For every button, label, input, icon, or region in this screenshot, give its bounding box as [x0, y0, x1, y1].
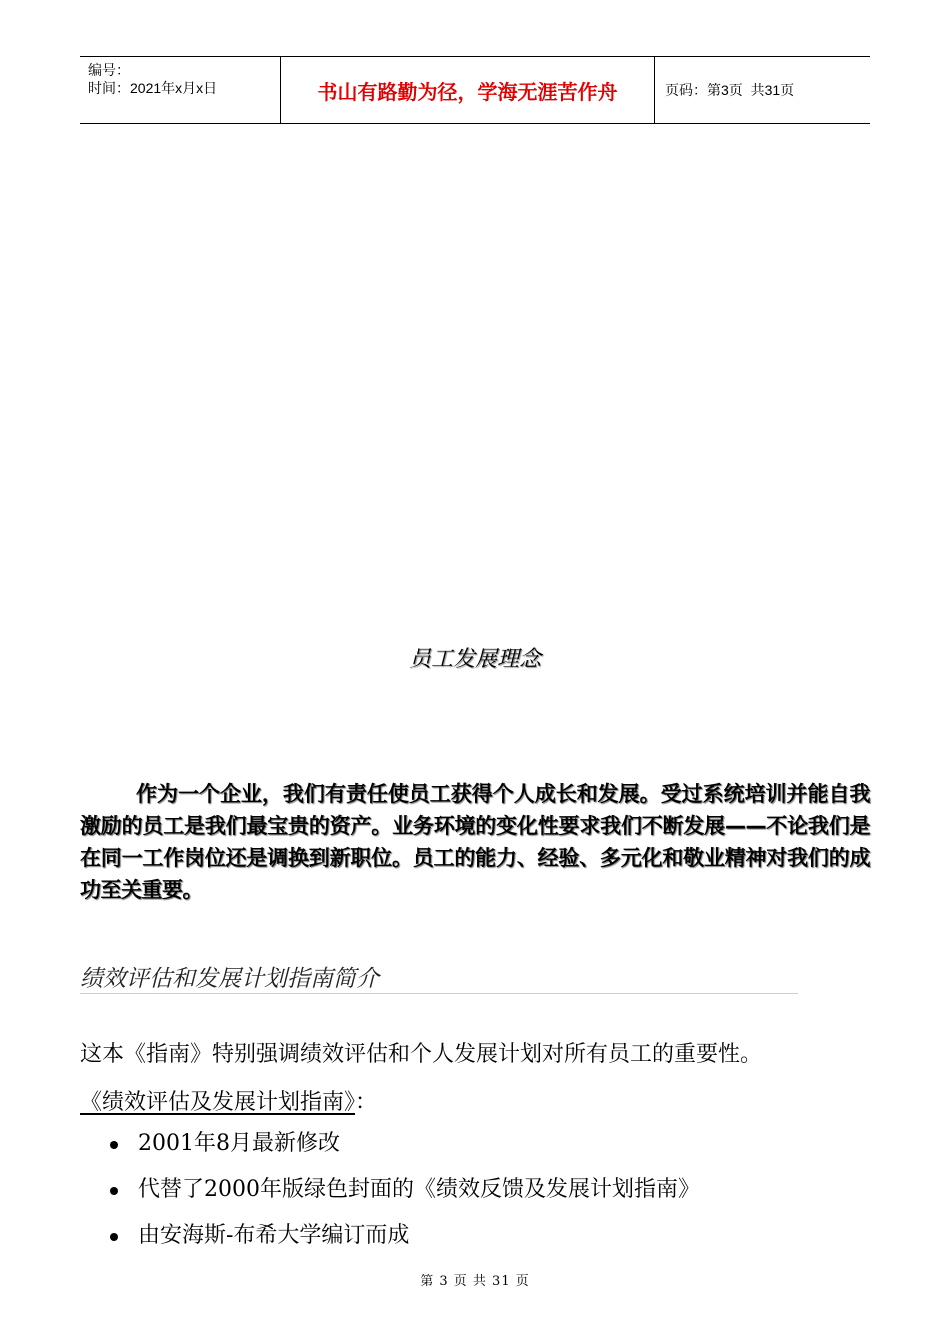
- list-item: [110, 1220, 700, 1266]
- bullet-icon: [110, 1187, 118, 1195]
- philosophy-paragraph: 作为一个企业，我们有责任使员工获得个人成长和发展。受过系统培训并能自我激励的员工是我们最宝贵的资产。业务环境的变化性要求我们不断发展——不论我们是在同一工作岗位还是调换到新职位。员工的能力、经验、多元化和敬业精神对我们的成功至关重要。: [80, 782, 870, 902]
- page-header: [80, 56, 870, 124]
- intro-paragraph: 这本《指南》特别强调绩效评估和个人发展计划对所有员工的重要性。: [80, 1042, 763, 1067]
- header-page-text: 页码：第3页 共31页: [665, 82, 795, 98]
- time-label: 时间：2021年x月x日: [88, 80, 218, 96]
- header-motto: 书山有路勤为径，学海无涯苦作舟: [281, 57, 655, 123]
- list-item-text: 代替了2000年版绿色封面的《绩效反馈及发展计划指南》: [138, 1177, 700, 1202]
- list-item-text: 由安海斯-布希大学编订而成: [138, 1223, 410, 1248]
- guide-title-link[interactable]: 《绩效评估及发展计划指南》: [80, 1090, 356, 1115]
- bullet-icon: [110, 1233, 118, 1241]
- page-title: 员工发展理念: [408, 647, 541, 672]
- bullet-icon: [110, 1141, 118, 1149]
- list-item-text: 2001年8月最新修改: [138, 1131, 340, 1156]
- section-heading: 绩效评估和发展计划指南简介: [80, 966, 379, 992]
- guide-line: [80, 1088, 377, 1118]
- page-footer: 第 3 页 共 31 页: [420, 1274, 530, 1289]
- header-meta: [80, 57, 281, 123]
- guide-colon: ：: [355, 1090, 378, 1115]
- list-item: [110, 1174, 700, 1220]
- number-label: 编号：: [88, 62, 130, 78]
- list-item: [110, 1128, 700, 1174]
- bullet-list: [110, 1128, 700, 1266]
- section-divider: [80, 993, 798, 994]
- header-page-info: [655, 57, 870, 123]
